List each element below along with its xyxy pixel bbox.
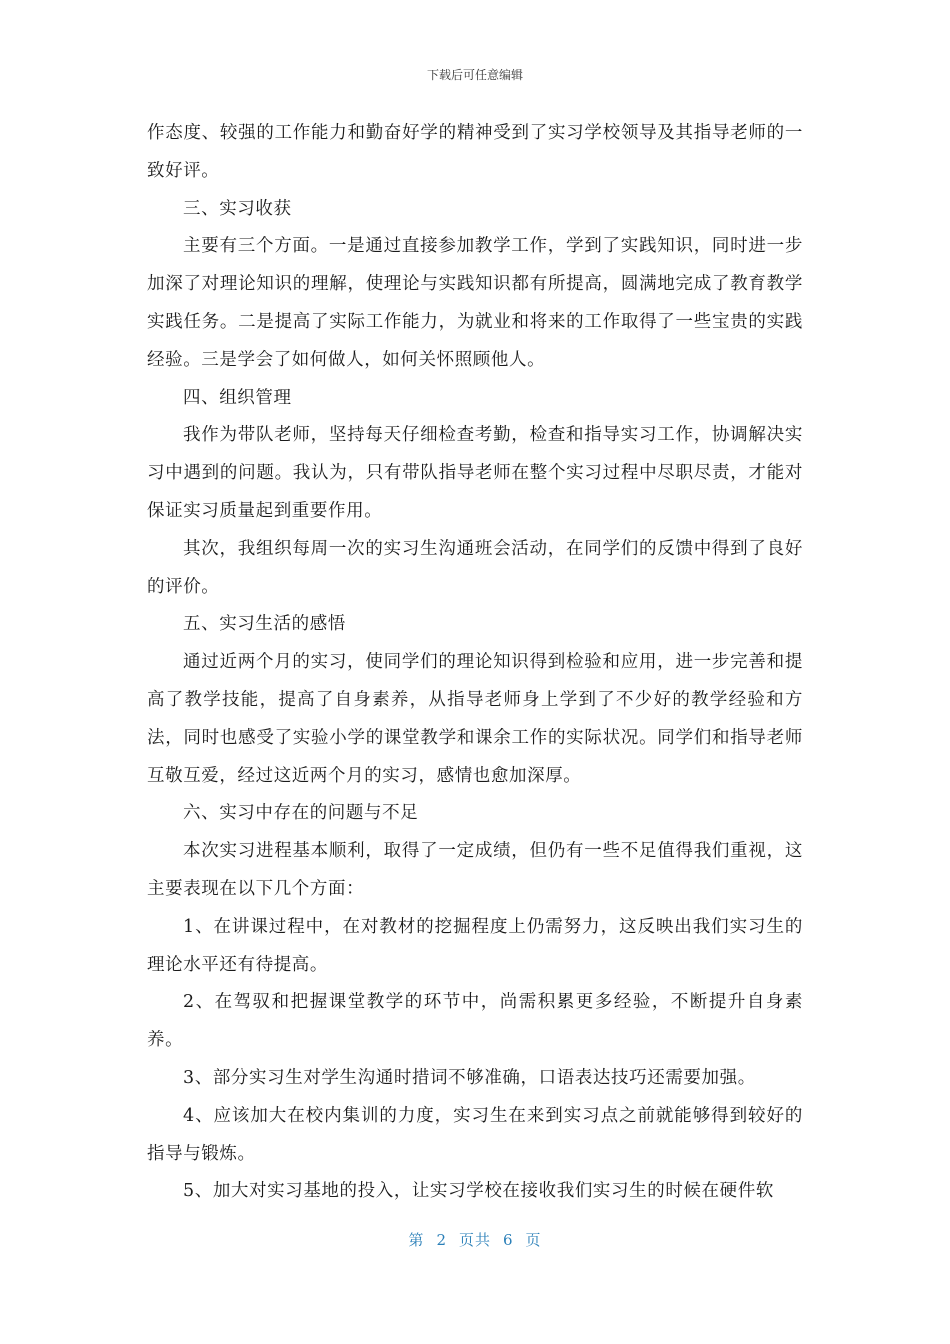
paragraph: 本次实习进程基本顺利，取得了一定成绩，但仍有一些不足值得我们重视，这主要表现在以下几个方面：: [147, 841, 803, 899]
footer-prefix: 第: [408, 1231, 425, 1249]
footer-current-page: 2: [436, 1231, 447, 1249]
page-header-note: 下载后可任意编辑: [426, 68, 523, 82]
footer-suffix: 页: [525, 1231, 542, 1249]
paragraph: 主要有三个方面。一是通过直接参加教学工作，学到了实践知识，同时进一步加深了对理论知识的理解，使理论与实践知识都有所提高，圆满地完成了教育教学实践任务。二是提高了实际工作能力，为就业和将来的工作取得了一些宝贵的实践经验。三是学会了如何做人，如何关怀照顾他人。: [147, 236, 803, 370]
paragraph: 其次，我组织每周一次的实习生沟通班会活动，在同学们的反馈中得到了良好的评价。: [147, 538, 803, 597]
list-item: 2、在驾驭和把握课堂教学的环节中，尚需积累更多经验，不断提升自身素养。: [147, 992, 803, 1051]
document-body: [147, 115, 803, 1211]
section-heading: 三、实习收获: [183, 198, 292, 219]
list-item: 5、加大对实习基地的投入，让实习学校在接收我们实习生的时候在硬件软: [183, 1181, 774, 1202]
list-item: 4、应该加大在校内集训的力度，实习生在来到实习点之前就能够得到较好的指导与锻炼。: [147, 1105, 803, 1164]
section-heading: 六、实习中存在的问题与不足: [183, 803, 419, 824]
paragraph: 作态度、较强的工作能力和勤奋好学的精神受到了实习学校领导及其指导老师的一致好评。: [147, 123, 803, 181]
page-footer: [0, 1229, 950, 1250]
footer-middle: 页共: [458, 1231, 491, 1249]
section-heading: 五、实习生活的感悟: [183, 614, 346, 635]
list-item: 1、在讲课过程中，在对教材的挖掘程度上仍需努力，这反映出我们实习生的理论水平还有待提高。: [147, 916, 803, 975]
list-item: 3、部分实习生对学生沟通时措词不够准确，口语表达技巧还需要加强。: [183, 1067, 756, 1088]
paragraph: 我作为带队老师，坚持每天仔细检查考勤，检查和指导实习工作，协调解决实习中遇到的问题。我认为，只有带队指导老师在整个实习过程中尽职尽责，才能对保证实习质量起到重要作用。: [147, 425, 803, 521]
footer-total-pages: 6: [503, 1231, 514, 1249]
paragraph: 通过近两个月的实习，使同学们的理论知识得到检验和应用，进一步完善和提高了教学技能，提高了自身素养，从指导老师身上学到了不少好的教学经验和方法，同时也感受了实验小学的课堂教学和课余工作的实际状况。同学们和指导老师互敬互爱，经过这近两个月的实习，感情也愈加深厚。: [147, 652, 803, 786]
section-heading: 四、组织管理: [183, 387, 292, 408]
